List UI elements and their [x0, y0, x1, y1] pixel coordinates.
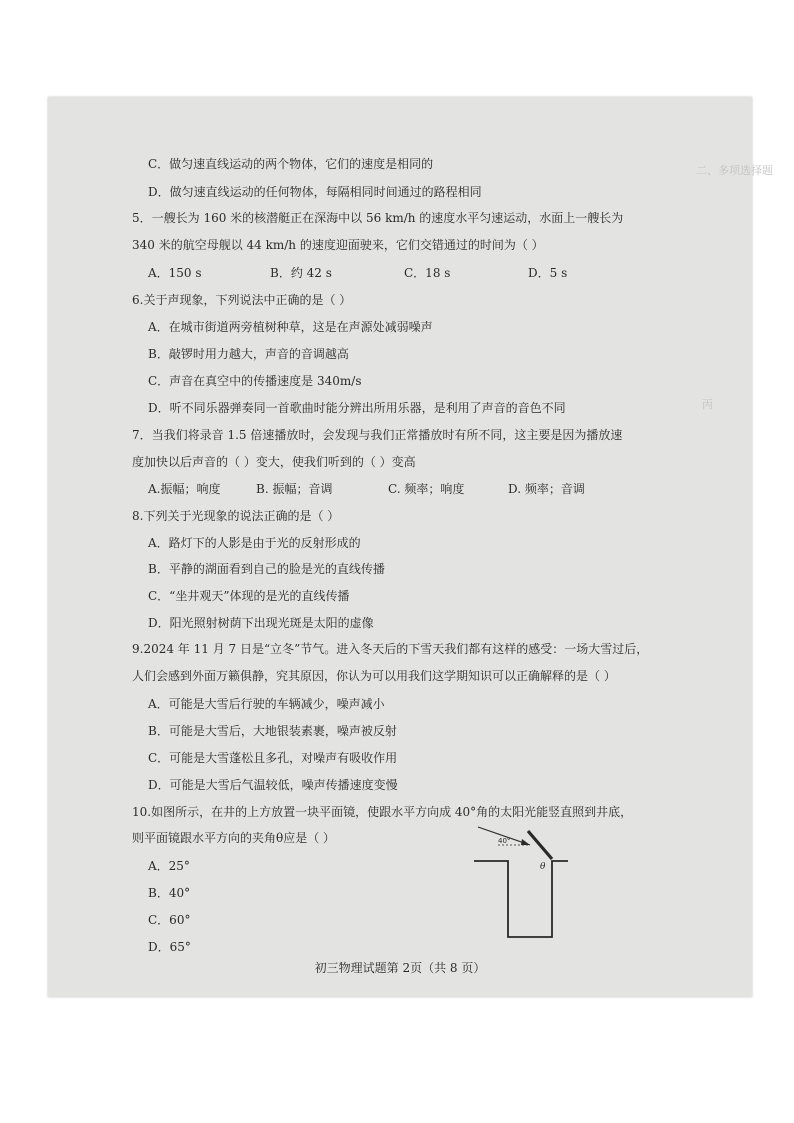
q6-option-c: C．声音在真空中的传播速度是 340m/s	[148, 374, 362, 388]
q5-option-d: D．5 s	[528, 266, 568, 280]
q8-option-a: A．路灯下的人影是由于光的反射形成的	[148, 536, 361, 550]
q5-line2: 340 米的航空母舰以 44 km/h 的速度迎面驶来，它们交错通过的时间为（ ）	[132, 238, 544, 252]
q6-option-b: B．敲锣时用力越大，声音的音调越高	[148, 347, 349, 361]
q8-option-c: C．“坐井观天”体现的是光的直线传播	[148, 589, 350, 603]
q5-option-c: C．18 s	[404, 266, 451, 280]
q7-option-c: C. 频率；响度	[388, 482, 465, 496]
bleed-through-text: 丙	[702, 398, 713, 411]
q6-option-a: A．在城市街道两旁植树种草，这是在声源处减弱噪声	[148, 320, 433, 334]
q10-option-b: B．40°	[148, 886, 191, 900]
q7-line2: 度加快以后声音的（ ）变大，使我们听到的（ ）变高	[132, 455, 416, 469]
q7-option-d: D. 频率；音调	[508, 482, 585, 496]
page-footer: 初三物理试题第 2页（共 8 页）	[314, 961, 486, 975]
q9-option-d: D．可能是大雪后气温较低，噪声传播速度变慢	[148, 778, 398, 792]
q6-stem: 6.关于声现象，下列说法中正确的是（ ）	[132, 293, 352, 307]
q5-option-a: A．150 s	[148, 266, 202, 280]
q9-option-b: B．可能是大雪后，大地银装素裹，噪声被反射	[148, 724, 397, 738]
q9-option-c: C．可能是大雪蓬松且多孔，对噪声有吸收作用	[148, 751, 398, 765]
exam-page	[48, 97, 773, 997]
q8-option-b: B．平静的湖面看到自己的脸是光的直线传播	[148, 562, 385, 576]
q5-option-b: B．约 42 s	[270, 266, 332, 280]
option-d-prev: D．做匀速直线运动的任何物体，每隔相同时间通过的路程相同	[148, 185, 482, 199]
page-content	[48, 97, 773, 997]
ray-arrow-icon	[521, 839, 530, 845]
q6-option-d: D．听不同乐器弹奏同一首歌曲时能分辨出所用乐器，是利用了声音的音色不同	[148, 401, 566, 415]
angle-label: 40°	[498, 837, 511, 845]
q9-line2: 人们会感到外面万籁俱静，究其原因，你认为可以用我们这学期知识可以正确解释的是（ ）	[132, 669, 616, 683]
bleed-through-text: 二、多项选择题	[696, 164, 773, 177]
q5-line1: 5．一艘长为 160 米的核潜艇正在深海中以 56 km/h 的速度水平匀速运动，水面上一艘长为	[132, 211, 624, 225]
q10-line1: 10.如图所示，在井的上方放置一块平面镜，使跟水平方向成 40°角的太阳光能竖直照到井底，	[132, 805, 633, 819]
theta-label: θ	[540, 862, 546, 872]
q10-line2: 则平面镜跟水平方向的夹角θ应是（ ）	[132, 831, 336, 845]
q7-option-b: B. 振幅；音调	[256, 482, 333, 496]
q10-option-a: A．25°	[148, 859, 190, 873]
q7-option-a: A.振幅；响度	[148, 482, 221, 496]
q10-option-d: D．65°	[148, 940, 191, 954]
q9-line1: 9.2024 年 11 月 7 日是“立冬”节气。进入冬天后的下雪天我们都有这样的感受：一场大雪过后，	[132, 642, 649, 656]
q8-stem: 8.下列关于光现象的说法正确的是（ ）	[132, 509, 340, 523]
q7-line1: 7．当我们将录音 1.5 倍速播放时，会发现与我们正常播放时有所不同，这主要是因为播放速	[132, 428, 623, 442]
well-outline	[474, 861, 568, 937]
mirror	[528, 831, 552, 859]
well-mirror-diagram	[468, 819, 578, 939]
option-c-prev: C．做匀速直线运动的两个物体，它们的速度是相同的	[148, 157, 434, 171]
q10-option-c: C．60°	[148, 913, 191, 927]
q9-option-a: A．可能是大雪后行驶的车辆减少，噪声减小	[148, 697, 385, 711]
q8-option-d: D．阳光照射树荫下出现光斑是太阳的虚像	[148, 616, 374, 630]
